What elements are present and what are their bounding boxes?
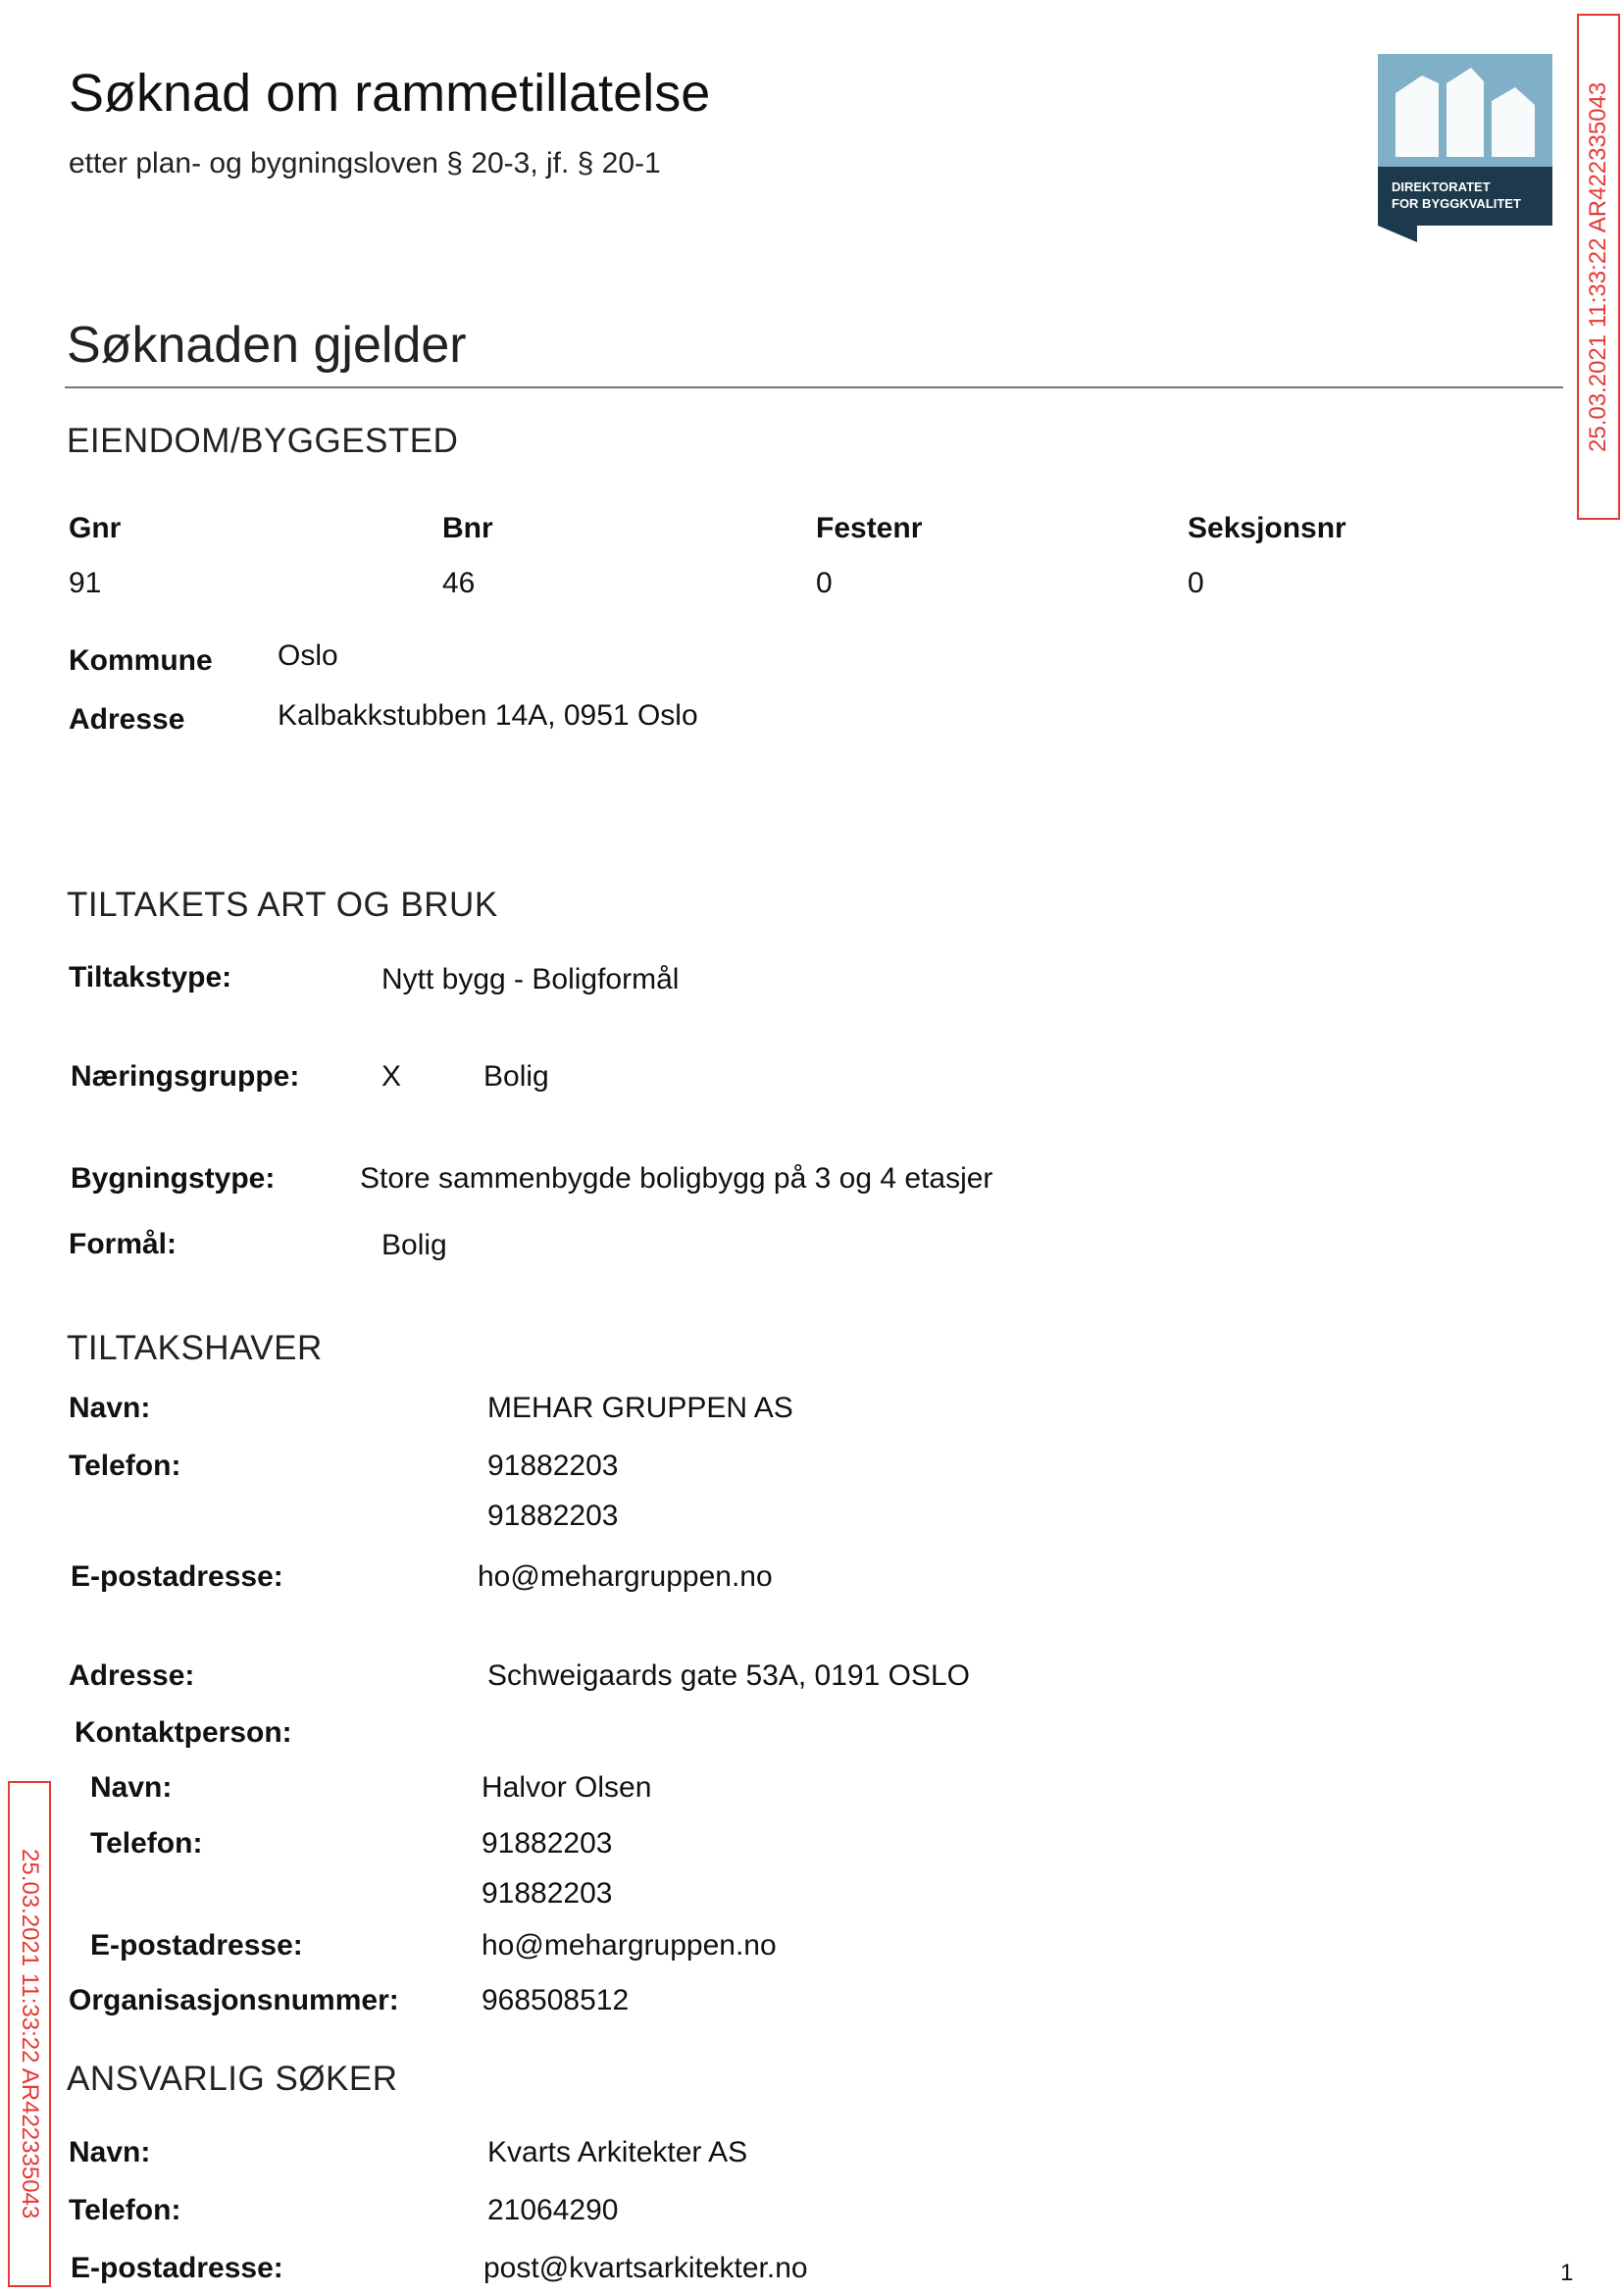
soker-telefon-label: Telefon: (69, 2194, 181, 2226)
dibk-logo (1378, 54, 1552, 242)
soker-epost-value: post@kvartsarkitekter.no (483, 2252, 808, 2284)
bnr-label: Bnr (442, 512, 493, 544)
tiltakshaver-adresse-label: Adresse: (69, 1659, 195, 1692)
logo-text-2: FOR BYGGKVALITET (1392, 196, 1521, 211)
ansvarlig-soker-heading: ANSVARLIG SØKER (67, 2060, 398, 2098)
kontakt-telefon1: 91882203 (482, 1827, 613, 1860)
timestamp-stamp-top: 25.03.2021 11:33:22 AR422335043 (1577, 14, 1620, 520)
formal-value: Bolig (381, 1229, 447, 1261)
kontakt-telefon-label: Telefon: (90, 1827, 203, 1860)
bygningstype-value: Store sammenbygde boligbygg på 3 og 4 etasjer (360, 1162, 993, 1195)
kontakt-navn-label: Navn: (90, 1771, 173, 1804)
gnr-value: 91 (69, 567, 102, 599)
bnr-value: 46 (442, 567, 476, 599)
page-number: 1 (1560, 2260, 1574, 2286)
tiltakshaver-navn-value: MEHAR GRUPPEN AS (487, 1392, 793, 1424)
festenr-value: 0 (816, 567, 833, 599)
document-title: Søknad om rammetillatelse (69, 64, 711, 123)
kontakt-epost-value: ho@mehargruppen.no (482, 1929, 777, 1962)
section-title: Søknaden gjelder (67, 317, 467, 374)
tiltak-heading: TILTAKETS ART OG BRUK (67, 886, 498, 924)
formal-label: Formål: (69, 1228, 178, 1260)
tiltakshaver-heading: TILTAKSHAVER (67, 1329, 323, 1367)
naeringsgruppe-label: Næringsgruppe: (71, 1060, 300, 1093)
gnr-label: Gnr (69, 512, 122, 544)
tiltakshaver-telefon1: 91882203 (487, 1450, 619, 1482)
section-divider (65, 386, 1563, 388)
festenr-label: Festenr (816, 512, 923, 544)
adresse-value: Kalbakkstubben 14A, 0951 Oslo (278, 699, 698, 732)
soker-navn-label: Navn: (69, 2136, 151, 2168)
orgnr-value: 968508512 (482, 1984, 630, 2016)
tiltakshaver-adresse-value: Schweigaards gate 53A, 0191 OSLO (487, 1659, 970, 1692)
timestamp-stamp-left: 25.03.2021 11:33:22 AR422335043 (8, 1781, 51, 2287)
tiltakshaver-epost-value: ho@mehargruppen.no (478, 1560, 773, 1593)
orgnr-label: Organisasjonsnummer: (69, 1984, 399, 2016)
kontakt-epost-label: E-postadresse: (90, 1929, 303, 1962)
document-subtitle: etter plan- og bygningsloven § 20-3, jf. § 20-1 (69, 147, 661, 179)
seksjonsnr-value: 0 (1188, 567, 1204, 599)
soker-telefon-value: 21064290 (487, 2194, 619, 2226)
tiltakshaver-telefon2: 91882203 (487, 1500, 619, 1532)
logo-text-1: DIREKTORATET (1392, 179, 1491, 194)
tiltakshaver-epost-label: E-postadresse: (71, 1560, 283, 1593)
eiendom-heading: EIENDOM/BYGGESTED (67, 422, 459, 460)
kontaktperson-label: Kontaktperson: (75, 1716, 292, 1749)
tiltakshaver-telefon-label: Telefon: (69, 1450, 181, 1482)
soker-epost-label: E-postadresse: (71, 2252, 283, 2284)
tiltakstype-value: Nytt bygg - Boligformål (381, 963, 680, 995)
kontakt-navn-value: Halvor Olsen (482, 1771, 652, 1804)
soker-navn-value: Kvarts Arkitekter AS (487, 2136, 748, 2168)
seksjonsnr-label: Seksjonsnr (1188, 512, 1346, 544)
adresse-label: Adresse (69, 703, 185, 736)
kontakt-telefon2: 91882203 (482, 1877, 613, 1910)
kommune-label: Kommune (69, 644, 213, 677)
naeringsgruppe-value: Bolig (483, 1060, 549, 1093)
naeringsgruppe-code: X (381, 1060, 402, 1093)
kommune-value: Oslo (278, 639, 338, 672)
tiltakstype-label: Tiltakstype: (69, 961, 232, 994)
tiltakshaver-navn-label: Navn: (69, 1392, 151, 1424)
bygningstype-label: Bygningstype: (71, 1162, 276, 1195)
